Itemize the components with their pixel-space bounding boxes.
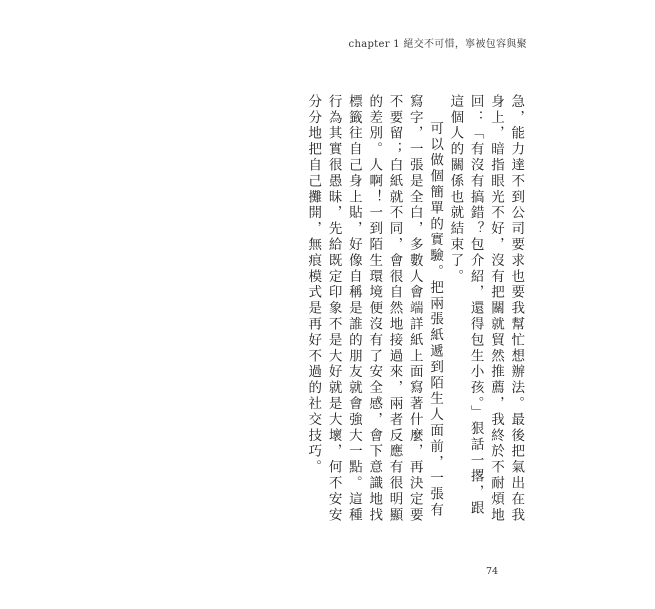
body-text — [282, 94, 526, 524]
paragraph-1: 急，能力達不到公司要求也要我幫忙想辦法。最後把氣出在我身上，暗指眼光不好，沒有把關就貿然推薦，我終於不耐煩地回：「有沒有搞錯？包介紹，還得包生小孩。」狠話一撂，跟這個人的關係也就結束了。 — [447, 94, 525, 524]
paragraph-2: 可以做個簡單的實驗。把兩張紙遞到陌生人面前，一張有寫字，一張是全白，多數人會端詳紙上面寫著什麼，再決定要不要留；白紙就不同，會很自然地接過來，兩者反應有很明顯的差別。人啊！一到陌生環境便沒有了安全感，會下意識地找標籤往自己身上貼，好像自稱是誰的朋友就會強大一點。這種行為其實很愚昧，先給既定印象不是大好就是大壞，何不安安分分地把自己攤開，無痕模式是再好不過的社交技巧。 — [305, 94, 444, 524]
running-header: chapter 1 絕交不可惜，寧被包容與聚 — [348, 39, 527, 50]
page-number: 74 — [486, 566, 499, 577]
